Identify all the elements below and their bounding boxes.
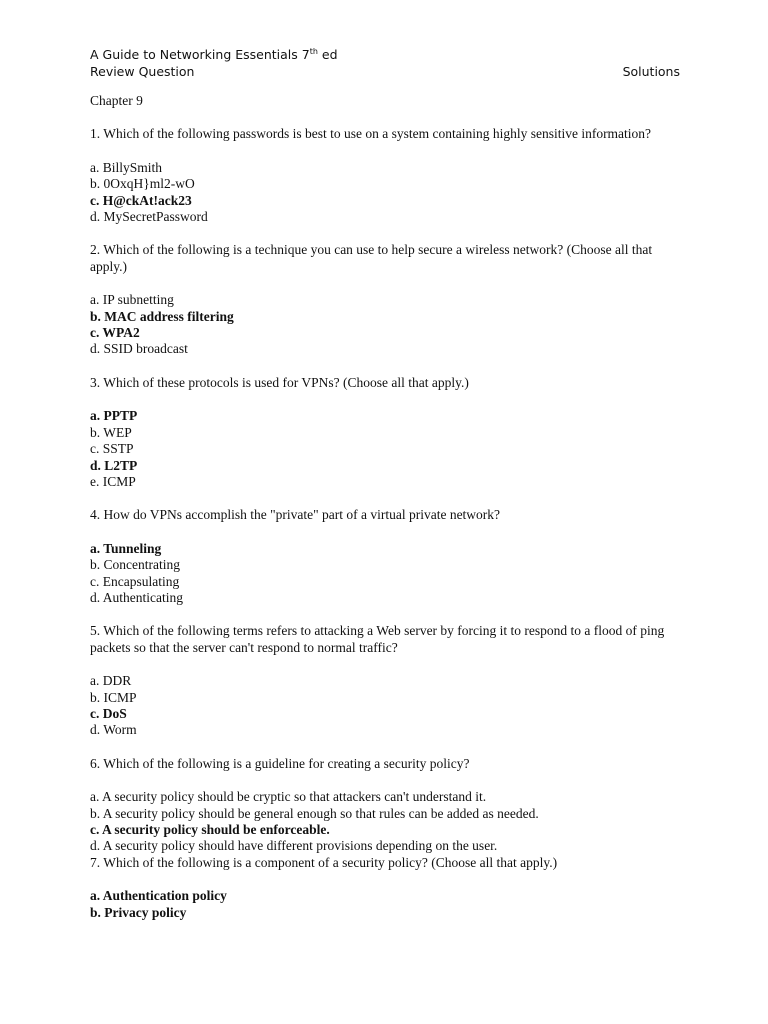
header-solutions-label: Solutions <box>622 64 680 79</box>
correct-answer-choice: a. Authentication policy <box>90 888 227 904</box>
question-1-choices <box>90 160 690 226</box>
question-3: 3. Which of these protocols is used for VPNs? (Choose all that apply.) <box>90 374 469 390</box>
answer-choice: b. 0OxqH}ml2-wO <box>90 176 195 192</box>
question-5-choices <box>90 673 690 739</box>
answer-choice: a. DDR <box>90 673 132 689</box>
book-title-text: A Guide to Networking Essentials 7 <box>90 47 310 62</box>
question-7: 7. Which of the following is a component of a security policy? (Choose all that apply.) <box>90 854 558 870</box>
answer-choice: d. Worm <box>90 722 137 738</box>
correct-answer-choice: d. L2TP <box>90 457 138 473</box>
answer-choice: d. SSID broadcast <box>90 341 188 357</box>
answer-choice: c. Encapsulating <box>90 573 180 589</box>
answer-choice: c. SSTP <box>90 441 134 457</box>
answer-choice: b. Concentrating <box>90 557 180 573</box>
answer-choice: d. A security policy should have different provisions depending on the user. <box>90 838 498 854</box>
answer-choice: b. A security policy should be general enough so that rules can be added as needed. <box>90 805 539 821</box>
header-row <box>90 63 680 80</box>
correct-answer-choice: a. Tunneling <box>90 540 162 556</box>
question-6: 6. Which of the following is a guideline for creating a security policy? <box>90 755 470 771</box>
document-content <box>90 93 690 938</box>
edition-superscript: th <box>309 47 318 56</box>
correct-answer-choice: c. WPA2 <box>90 325 140 341</box>
book-title-suffix: ed <box>317 47 338 62</box>
question-6-choices <box>90 789 690 855</box>
correct-answer-choice: c. A security policy should be enforceable. <box>90 822 330 837</box>
correct-answer-choice: b. Privacy policy <box>90 904 187 920</box>
question-7-choices <box>90 888 690 921</box>
question-3-choices <box>90 408 690 490</box>
answer-choice: d. MySecretPassword <box>90 209 208 225</box>
answer-choice: a. IP subnetting <box>90 292 174 308</box>
answer-choice: b. ICMP <box>90 689 137 705</box>
chapter-heading: Chapter 9 <box>90 93 143 108</box>
answer-choice: e. ICMP <box>90 473 136 489</box>
question-4-choices <box>90 541 690 607</box>
answer-choice: a. BillySmith <box>90 159 163 175</box>
question-5: 5. Which of the following terms refers to attacking a Web server by forcing it to respond to a flood of ping packets so that the server can't respond to normal traffic? <box>90 623 665 655</box>
answer-choice: b. WEP <box>90 424 132 440</box>
correct-answer-choice: c. DoS <box>90 705 127 721</box>
page-header <box>90 46 680 80</box>
answer-choice: a. A security policy should be cryptic so that attackers can't understand it. <box>90 789 487 805</box>
book-title <box>90 46 680 63</box>
correct-answer-choice: b. MAC address filtering <box>90 308 234 324</box>
question-2: 2. Which of the following is a technique you can use to help secure a wireless network? (Choose all that apply.) <box>90 242 653 274</box>
question-2-choices <box>90 292 690 358</box>
question-4: 4. How do VPNs accomplish the "private" part of a virtual private network? <box>90 507 501 523</box>
header-subtitle: Review Question <box>90 64 195 79</box>
correct-answer-choice: c. H@ckAt!ack23 <box>90 192 192 208</box>
correct-answer-choice: a. PPTP <box>90 408 138 424</box>
question-1: 1. Which of the following passwords is best to use on a system containing highly sensitive information? <box>90 126 652 142</box>
answer-choice: d. Authenticating <box>90 589 183 605</box>
